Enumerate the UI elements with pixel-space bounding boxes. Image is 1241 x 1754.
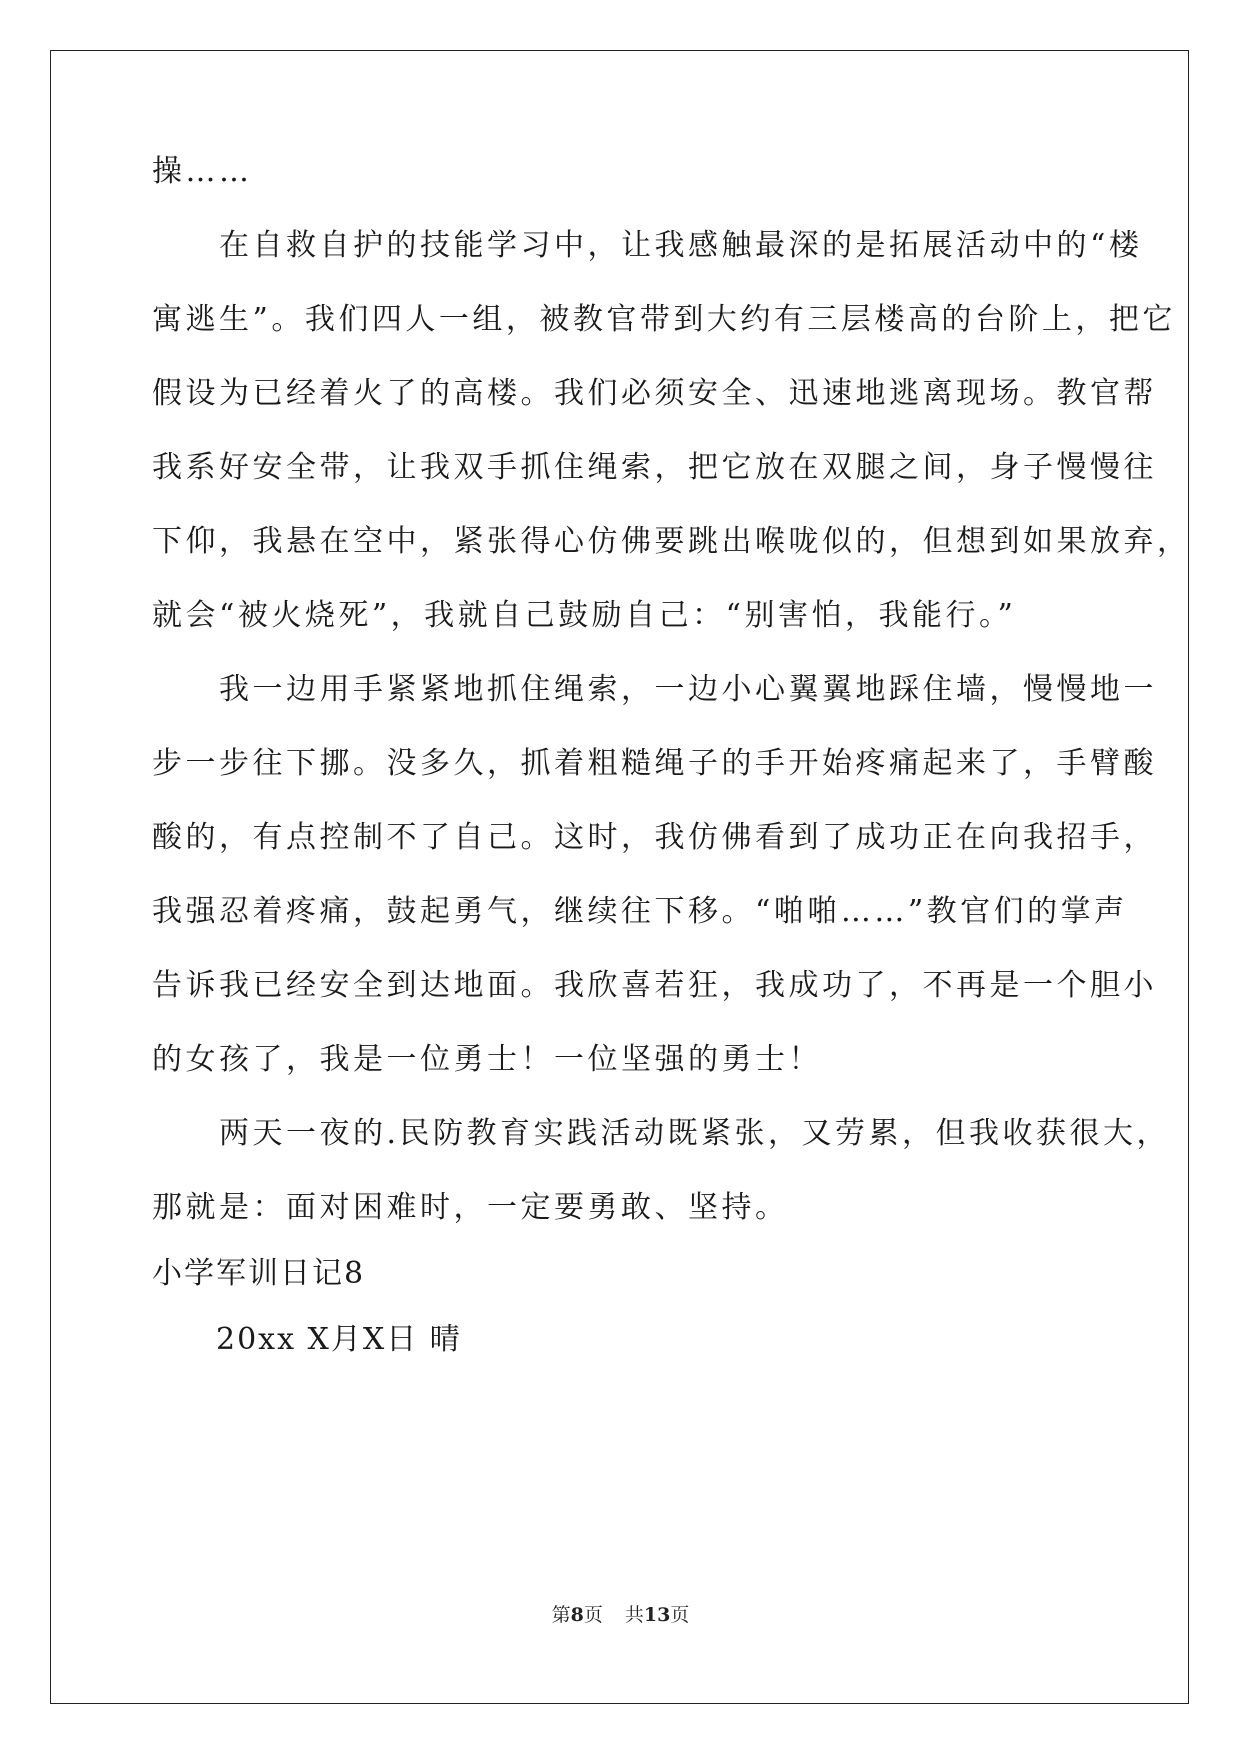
page-border [50,50,1189,1704]
total-pages-number: 13 [643,1604,671,1626]
text-line: 寓逃生”。我们四人一组，被教官带到大约有三层楼高的台阶上，把它 [152,302,1176,337]
footer-total-suffix: 页 [670,1604,690,1626]
text-line: 我系好安全带，让我双手抓住绳索，把它放在双腿之间，身子慢慢往 [152,450,1157,485]
text-line: 告诉我已经安全到达地面。我欣喜若狂，我成功了，不再是一个胆小 [152,968,1157,1003]
footer-prefix: 第 [551,1604,571,1626]
text-line: 酸的，有点控制不了自己。这时，我仿佛看到了成功正在向我招手， [152,820,1157,855]
text-line: 就会“被火烧死”，我就自己鼓励自己：“别害怕，我能行。” [152,598,1017,633]
text-line: 下仰，我悬在空中，紧张得心仿佛要跳出喉咙似的，但想到如果放弃， [152,524,1191,559]
text-line: 操…… [152,154,253,189]
text-line: 两天一夜的.民防教育实践活动既紧张，又劳累，但我收获很大， [152,1116,1171,1151]
footer-total-prefix: 共 [624,1604,644,1626]
footer-page-suffix: 页 [583,1604,603,1626]
date-line: 20xx X月X日 晴 [152,1322,462,1357]
text-line: 的女孩了，我是一位勇士！一位坚强的勇士！ [152,1042,822,1077]
text-line: 在自救自护的技能学习中，让我感触最深的是拓展活动中的“楼 [152,228,1143,263]
section-title: 小学军训日记8 [152,1256,366,1291]
text-line: 我强忍着疼痛，鼓起勇气，继续往下移。“啪啪……”教官们的掌声 [152,894,1128,929]
text-line: 我一边用手紧紧地抓住绳索，一边小心翼翼地踩住墙，慢慢地一 [152,672,1157,707]
current-page-number: 8 [570,1604,584,1626]
text-line: 那就是：面对困难时，一定要勇敢、坚持。 [152,1190,789,1225]
page-footer [0,1600,1241,1627]
text-line: 步一步往下挪。没多久，抓着粗糙绳子的手开始疼痛起来了，手臂酸 [152,746,1157,781]
text-line: 假设为已经着火了的高楼。我们必须安全、迅速地逃离现场。教官帮 [152,376,1157,411]
